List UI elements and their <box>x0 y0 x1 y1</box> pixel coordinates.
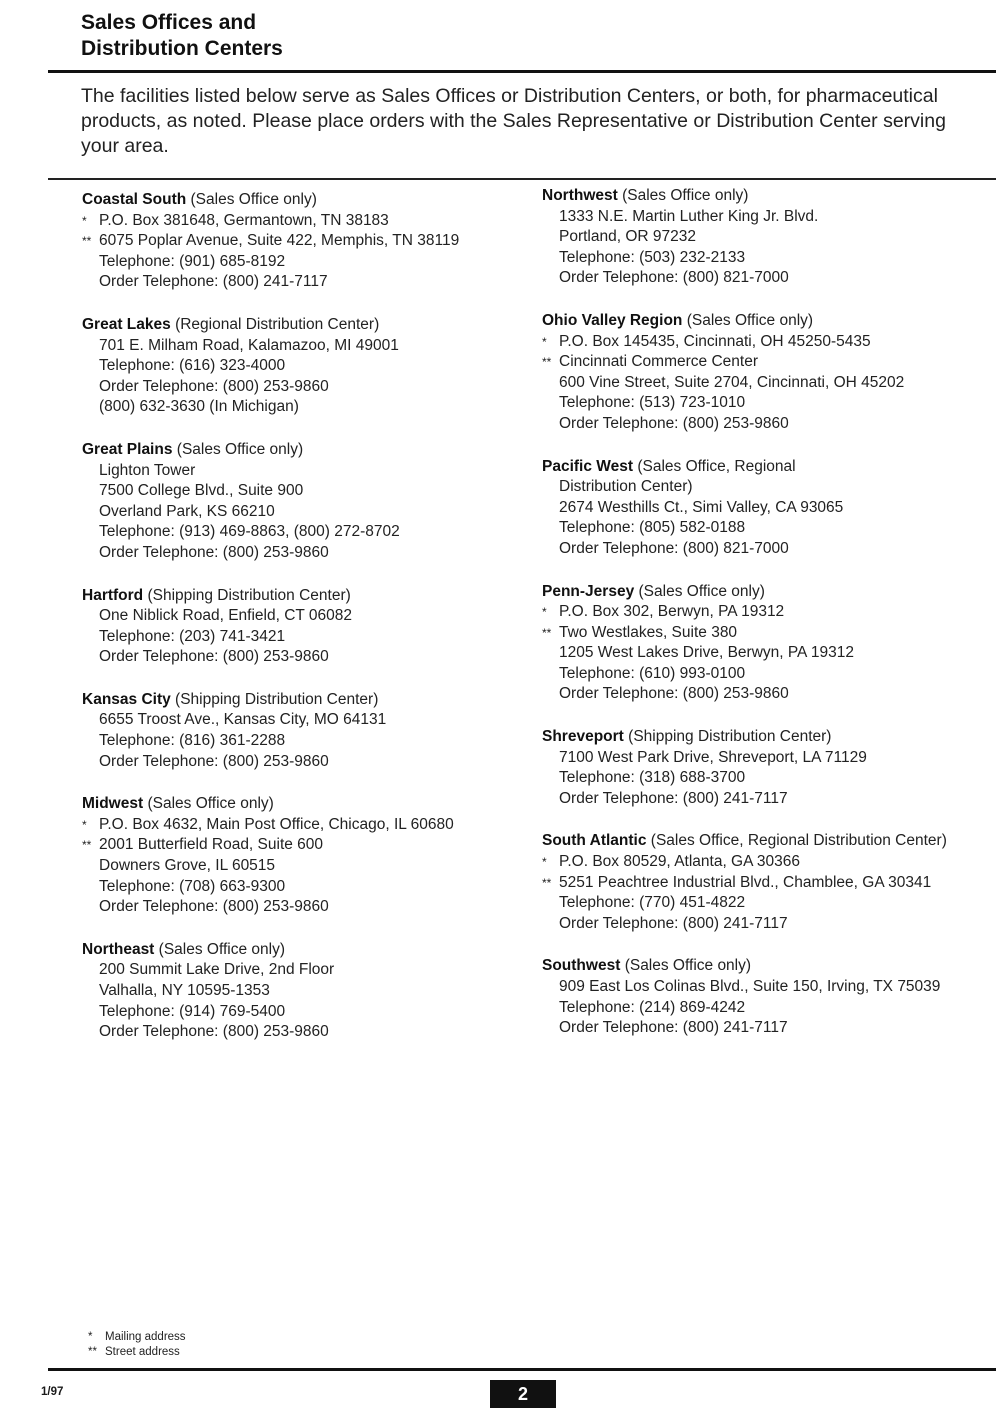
address-text: Telephone: (610) 993-0100 <box>559 664 746 682</box>
address-text: Downers Grove, IL 60515 <box>99 857 276 875</box>
office-name: Pacific West <box>542 457 634 475</box>
office-name: Northeast <box>82 940 155 958</box>
address-footnote-mark: ** <box>542 875 552 890</box>
office-heading <box>542 727 982 748</box>
address-line <box>542 684 982 705</box>
address-text: 701 E. Milham Road, Kalamazoo, MI 49001 <box>99 336 399 354</box>
address-line <box>82 1002 522 1023</box>
intro-divider <box>48 178 996 180</box>
address-line <box>82 606 522 627</box>
address-line <box>542 498 982 519</box>
address-line <box>82 981 522 1002</box>
address-line <box>82 647 522 668</box>
address-text: Distribution Center) <box>559 478 693 496</box>
office-name: Shreveport <box>542 728 624 746</box>
address-line <box>82 377 522 398</box>
address-line <box>82 522 522 543</box>
office-heading <box>82 794 522 815</box>
address-text: (800) 632-3630 (In Michigan) <box>99 398 299 416</box>
office-heading <box>542 311 982 332</box>
revision-date: 1/97 <box>41 1386 64 1398</box>
address-line <box>542 332 982 353</box>
address-line <box>82 252 522 273</box>
address-text: Portland, OR 97232 <box>559 228 697 246</box>
office-name: Kansas City <box>82 690 171 708</box>
address-text: One Niblick Road, Enfield, CT 06082 <box>99 607 353 625</box>
right-column <box>542 186 982 1061</box>
address-text: Telephone: (203) 741-3421 <box>99 627 286 645</box>
address-line <box>82 502 522 523</box>
address-line <box>542 748 982 769</box>
page-title <box>81 10 283 62</box>
office-heading <box>82 586 522 607</box>
address-footnote-mark: * <box>542 855 547 870</box>
address-text: 7500 College Blvd., Suite 900 <box>99 482 304 500</box>
address-text: Order Telephone: (800) 253-9860 <box>99 648 329 666</box>
address-footnote-mark: ** <box>82 838 92 853</box>
address-text: Telephone: (913) 469-8863, (800) 272-8702 <box>99 523 400 541</box>
address-text: 5251 Peachtree Industrial Blvd., Chamblee, GA 30341 <box>559 873 932 891</box>
office-name: Penn-Jersey <box>542 582 635 600</box>
address-line <box>542 643 982 664</box>
office-heading <box>82 940 522 961</box>
address-footnote-mark: * <box>82 213 87 228</box>
office-name: Ohio Valley Region <box>542 311 683 329</box>
office-heading <box>82 315 522 336</box>
address-footnote-mark: * <box>542 605 547 620</box>
office-entry <box>82 794 522 918</box>
address-line <box>82 731 522 752</box>
address-text: Overland Park, KS 66210 <box>99 502 275 520</box>
office-heading <box>542 956 982 977</box>
office-heading <box>542 582 982 603</box>
page-number: 2 <box>490 1380 556 1408</box>
address-line <box>542 1018 982 1039</box>
title-line-2: Distribution Centers <box>81 37 283 60</box>
address-line <box>82 336 522 357</box>
office-entry <box>542 311 982 435</box>
office-entry <box>82 690 522 772</box>
address-text: Order Telephone: (800) 253-9860 <box>99 543 329 561</box>
office-type-note: (Sales Office, Regional <box>637 457 796 475</box>
address-text: Order Telephone: (800) 253-9860 <box>559 685 789 703</box>
address-line <box>542 768 982 789</box>
address-line <box>542 914 982 935</box>
address-text: Telephone: (914) 769-5400 <box>99 1002 286 1020</box>
office-name: Hartford <box>82 586 144 604</box>
footnotes <box>88 1330 186 1360</box>
address-line <box>542 477 982 498</box>
address-text: Telephone: (770) 451-4822 <box>559 894 746 912</box>
address-line <box>542 207 982 228</box>
footnote-text: Mailing address <box>105 1331 186 1343</box>
address-line <box>542 602 982 623</box>
address-line <box>542 414 982 435</box>
address-text: Telephone: (805) 582-0188 <box>559 519 746 537</box>
office-name: South Atlantic <box>542 832 647 850</box>
office-name: Northwest <box>542 187 618 204</box>
office-heading <box>82 690 522 711</box>
left-column <box>82 190 522 1065</box>
address-text: Telephone: (616) 323-4000 <box>99 357 286 375</box>
office-type-note: (Shipping Distribution Center) <box>147 586 351 604</box>
address-footnote-mark: * <box>542 334 547 349</box>
address-line <box>82 356 522 377</box>
address-line <box>542 664 982 685</box>
address-text: P.O. Box 381648, Germantown, TN 38183 <box>99 211 389 229</box>
office-heading <box>82 190 522 211</box>
office-entry <box>542 582 982 706</box>
office-entry <box>82 586 522 668</box>
address-line <box>82 710 522 731</box>
address-text: 1333 N.E. Martin Luther King Jr. Blvd. <box>559 207 819 225</box>
address-line <box>82 211 522 232</box>
address-line <box>82 397 522 418</box>
address-line <box>542 373 982 394</box>
address-text: Order Telephone: (800) 241-7117 <box>559 1019 788 1037</box>
office-name: Great Plains <box>82 440 173 458</box>
address-footnote-mark: ** <box>82 234 92 249</box>
office-name: Midwest <box>82 795 144 813</box>
address-text: Telephone: (503) 232-2133 <box>559 248 746 266</box>
address-line <box>542 352 982 373</box>
address-text: Valhalla, NY 10595-1353 <box>99 982 270 999</box>
address-text: 600 Vine Street, Suite 2704, Cincinnati, OH 45202 <box>559 373 905 391</box>
address-line <box>82 877 522 898</box>
address-line <box>542 789 982 810</box>
office-type-note: (Sales Office only) <box>638 582 765 600</box>
address-line <box>82 960 522 981</box>
address-line <box>542 518 982 539</box>
address-text: 1205 West Lakes Drive, Berwyn, PA 19312 <box>559 644 854 662</box>
office-heading <box>542 186 982 207</box>
address-text: Order Telephone: (800) 821-7000 <box>559 539 789 557</box>
address-line <box>82 481 522 502</box>
address-line <box>542 268 982 289</box>
office-heading <box>542 831 982 852</box>
address-line <box>82 461 522 482</box>
office-entry <box>82 190 522 293</box>
office-name: Great Lakes <box>82 315 171 333</box>
footnote-mark: ** <box>88 1346 97 1358</box>
address-text: Order Telephone: (800) 253-9860 <box>99 752 329 770</box>
office-type-note: (Shipping Distribution Center) <box>175 690 379 708</box>
address-footnote-mark: * <box>82 817 87 832</box>
office-type-note: (Sales Office only) <box>624 957 752 975</box>
address-line <box>82 752 522 773</box>
office-type-note: (Sales Office, Regional Distribution Center) <box>650 832 947 850</box>
address-line <box>82 897 522 918</box>
office-heading <box>82 440 522 461</box>
address-text: Order Telephone: (800) 241-7117 <box>99 273 328 291</box>
address-line <box>542 623 982 644</box>
address-line <box>542 998 982 1019</box>
address-line <box>542 977 982 998</box>
address-footnote-mark: ** <box>542 355 552 370</box>
address-line <box>82 231 522 252</box>
address-line <box>82 272 522 293</box>
address-text: Order Telephone: (800) 821-7000 <box>559 269 789 287</box>
address-text: Lighton Tower <box>99 461 196 479</box>
address-line <box>82 815 522 836</box>
office-entry <box>82 440 522 564</box>
address-text: Order Telephone: (800) 241-7117 <box>559 914 788 932</box>
address-text: Order Telephone: (800) 253-9860 <box>559 414 789 432</box>
address-line <box>82 1022 522 1043</box>
office-type-note: (Shipping Distribution Center) <box>628 728 832 746</box>
address-text: Telephone: (318) 688-3700 <box>559 769 746 787</box>
footnote-text: Street address <box>105 1346 180 1358</box>
address-text: Telephone: (708) 663-9300 <box>99 877 286 895</box>
office-entry <box>542 186 982 289</box>
office-name: Southwest <box>542 957 621 975</box>
address-text: 6655 Troost Ave., Kansas City, MO 64131 <box>99 711 387 729</box>
footnote-mark: * <box>88 1331 93 1343</box>
office-name: Coastal South <box>82 191 187 208</box>
address-text: Order Telephone: (800) 253-9860 <box>99 377 329 395</box>
address-text: 2674 Westhills Ct., Simi Valley, CA 93065 <box>559 498 844 516</box>
office-entry <box>542 956 982 1038</box>
address-text: Order Telephone: (800) 253-9860 <box>99 1023 329 1041</box>
address-text: 2001 Butterfield Road, Suite 600 <box>99 836 324 854</box>
address-text: Telephone: (901) 685-8192 <box>99 252 286 270</box>
intro-paragraph: The facilities listed below serve as Sales Offices or Distribution Centers, or both, for pharmaceutical products, as noted. Please place orders with the Sales Representative or Distribution Center serving your area. <box>81 85 946 157</box>
address-text: P.O. Box 145435, Cincinnati, OH 45250-5435 <box>559 332 871 350</box>
office-entry <box>82 315 522 418</box>
office-type-note: (Sales Office only) <box>158 940 286 958</box>
address-text: Telephone: (816) 361-2288 <box>99 732 286 750</box>
address-line <box>82 627 522 648</box>
address-line <box>542 393 982 414</box>
office-entry <box>542 727 982 809</box>
office-entry <box>542 457 982 560</box>
address-text: Telephone: (513) 723-1010 <box>559 394 746 412</box>
office-heading <box>542 457 982 478</box>
address-text: P.O. Box 4632, Main Post Office, Chicago, IL 60680 <box>99 815 454 833</box>
office-type-note: (Sales Office only) <box>190 191 317 208</box>
bottom-divider <box>48 1368 996 1371</box>
office-type-note: (Sales Office only) <box>622 187 749 204</box>
office-type-note: (Sales Office only) <box>176 440 304 458</box>
address-text: P.O. Box 302, Berwyn, PA 19312 <box>559 603 785 621</box>
address-line <box>542 893 982 914</box>
address-line <box>542 852 982 873</box>
address-line <box>542 539 982 560</box>
address-text: 200 Summit Lake Drive, 2nd Floor <box>99 961 335 979</box>
address-text: Order Telephone: (800) 241-7117 <box>559 789 788 807</box>
office-entry <box>82 940 522 1043</box>
footnote-item <box>88 1345 186 1360</box>
address-line <box>82 543 522 564</box>
address-line <box>82 835 522 856</box>
address-line <box>542 873 982 894</box>
office-type-note: (Sales Office only) <box>147 795 274 813</box>
address-text: Order Telephone: (800) 253-9860 <box>99 898 329 916</box>
office-entry <box>542 831 982 934</box>
title-line-1: Sales Offices and <box>81 11 257 34</box>
address-text: Two Westlakes, Suite 380 <box>559 623 738 641</box>
address-footnote-mark: ** <box>542 625 552 640</box>
address-text: 909 East Los Colinas Blvd., Suite 150, Irving, TX 75039 <box>559 978 941 995</box>
address-line <box>82 856 522 877</box>
footnote-item <box>88 1330 186 1345</box>
office-type-note: (Regional Distribution Center) <box>175 315 380 333</box>
address-line <box>542 227 982 248</box>
office-type-note: (Sales Office only) <box>686 311 814 329</box>
address-line <box>542 248 982 269</box>
top-divider <box>48 70 996 73</box>
address-text: Telephone: (214) 869-4242 <box>559 998 746 1016</box>
address-text: 6075 Poplar Avenue, Suite 422, Memphis, TN 38119 <box>99 232 460 250</box>
address-text: Cincinnati Commerce Center <box>559 353 758 371</box>
address-text: P.O. Box 80529, Atlanta, GA 30366 <box>559 853 801 871</box>
address-text: 7100 West Park Drive, Shreveport, LA 71129 <box>559 748 867 766</box>
